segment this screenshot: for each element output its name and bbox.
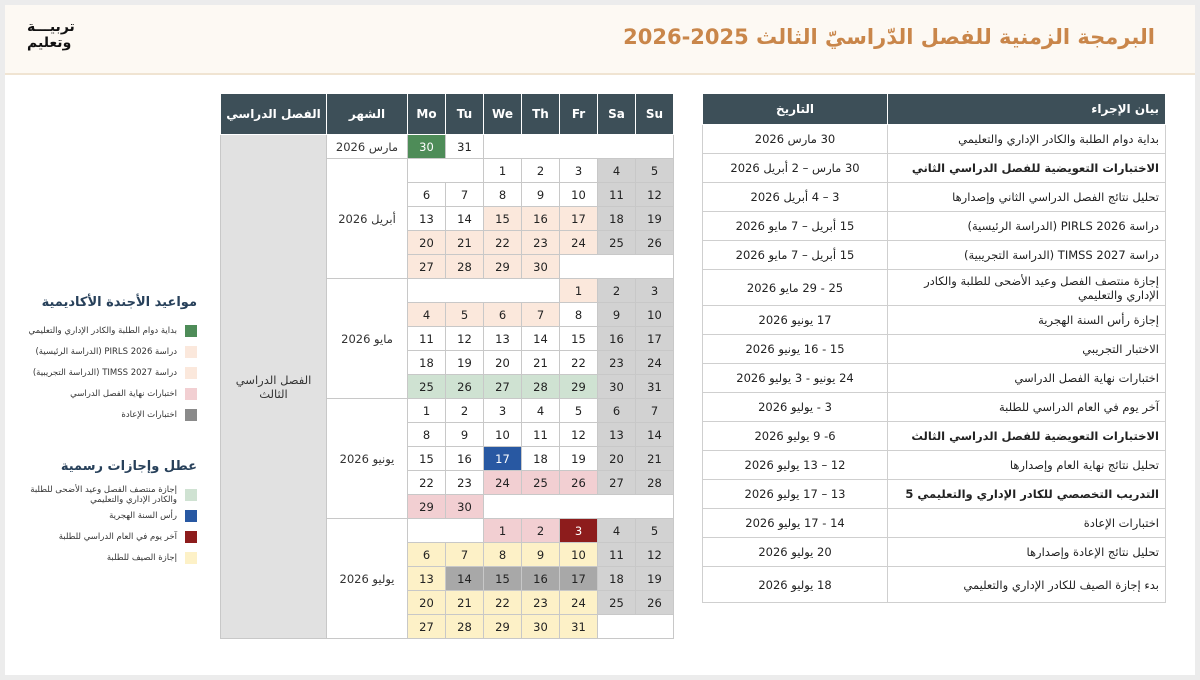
day-cell: 31 <box>636 375 674 399</box>
procedure-text: دراسة PIRLS 2026 (الدراسة الرئيسية) <box>888 212 1166 241</box>
semester-cell: الفصل الدراسي الثالث <box>221 135 327 639</box>
day-cell: 29 <box>560 375 598 399</box>
procedure-text: دراسة TIMSS 2027 (الدراسة التجريبية) <box>888 241 1166 270</box>
empty-day-cell <box>484 135 674 159</box>
day-header-sa: Sa <box>598 94 636 135</box>
day-cell: 30 <box>408 135 446 159</box>
month-cell: مايو 2026 <box>327 279 408 399</box>
procedure-date: 17 يونيو 2026 <box>703 306 888 335</box>
day-cell: 4 <box>522 399 560 423</box>
day-cell: 17 <box>484 447 522 471</box>
day-cell: 25 <box>408 375 446 399</box>
day-cell: 18 <box>598 567 636 591</box>
day-cell: 19 <box>636 567 674 591</box>
procedure-date: 13 – 17 يوليو 2026 <box>703 480 888 509</box>
day-cell: 5 <box>636 519 674 543</box>
legend-swatch <box>185 552 197 564</box>
day-cell: 11 <box>598 183 636 207</box>
day-cell: 29 <box>408 495 446 519</box>
legend-item <box>5 383 205 404</box>
procedure-row <box>703 154 1166 183</box>
month-column-header: الشهر <box>327 94 408 135</box>
day-cell: 9 <box>598 303 636 327</box>
procedure-text: تحليل نتائج الفصل الدراسي الثاني وإصدارها <box>888 183 1166 212</box>
procedure-text: اختبارات نهاية الفصل الدراسي <box>888 364 1166 393</box>
day-cell: 30 <box>522 255 560 279</box>
day-cell: 29 <box>484 615 522 639</box>
procedure-text: آخر يوم في العام الدراسي للطلبة <box>888 393 1166 422</box>
procedure-row <box>703 364 1166 393</box>
procedure-text: إجازة منتصف الفصل وعيد الأضحى للطلبة والكادر الإداري والتعليمي <box>888 270 1166 306</box>
day-cell: 11 <box>408 327 446 351</box>
procedure-date: 20 يوليو 2026 <box>703 538 888 567</box>
calendar-week-row <box>221 135 674 159</box>
day-cell: 5 <box>636 159 674 183</box>
page <box>5 5 1195 675</box>
procedure-text: إجازة رأس السنة الهجرية <box>888 306 1166 335</box>
day-cell: 4 <box>598 519 636 543</box>
day-cell: 20 <box>484 351 522 375</box>
day-cell: 16 <box>446 447 484 471</box>
day-cell: 23 <box>446 471 484 495</box>
calendar-table <box>220 93 674 639</box>
day-cell: 16 <box>522 207 560 231</box>
procedure-row <box>703 306 1166 335</box>
day-cell: 18 <box>598 207 636 231</box>
procedure-text: بدء إجازة الصيف للكادر الإداري والتعليمي <box>888 567 1166 603</box>
day-cell: 25 <box>522 471 560 495</box>
procedure-row <box>703 567 1166 603</box>
day-cell: 1 <box>560 279 598 303</box>
procedure-date: 15 - 16 يونيو 2026 <box>703 335 888 364</box>
day-cell: 13 <box>408 207 446 231</box>
day-cell: 8 <box>408 423 446 447</box>
empty-day-cell <box>598 615 674 639</box>
empty-day-cell <box>408 519 484 543</box>
day-cell: 28 <box>636 471 674 495</box>
day-header-fr: Fr <box>560 94 598 135</box>
legend-academic-list <box>5 320 205 425</box>
day-cell: 11 <box>522 423 560 447</box>
day-cell: 14 <box>446 207 484 231</box>
procedures-table <box>702 93 1166 603</box>
day-cell: 22 <box>484 591 522 615</box>
procedure-date: 6- 9 يوليو 2026 <box>703 422 888 451</box>
legend-item <box>5 341 205 362</box>
day-header-su: Su <box>636 94 674 135</box>
day-cell: 29 <box>484 255 522 279</box>
month-cell: مارس 2026 <box>327 135 408 159</box>
day-cell: 1 <box>408 399 446 423</box>
procedure-date: 3 – 4 أبريل 2026 <box>703 183 888 212</box>
procedure-row <box>703 393 1166 422</box>
day-cell: 8 <box>484 543 522 567</box>
legend-label: اختبارات الإعادة <box>121 409 177 420</box>
day-cell: 15 <box>408 447 446 471</box>
legend-holidays-title: عطل وإجازات رسمية <box>60 459 197 474</box>
day-cell: 18 <box>408 351 446 375</box>
day-cell: 21 <box>446 591 484 615</box>
day-cell: 15 <box>560 327 598 351</box>
day-cell: 12 <box>446 327 484 351</box>
procedure-text: الاختبارات التعويضية للفصل الدراسي الثالث <box>888 422 1166 451</box>
day-cell: 26 <box>636 231 674 255</box>
logo-line-1: تربيـــة <box>27 19 75 35</box>
day-header-th: Th <box>522 94 560 135</box>
day-cell: 24 <box>560 231 598 255</box>
day-cell: 6 <box>408 543 446 567</box>
procedure-row <box>703 270 1166 306</box>
day-cell: 14 <box>636 423 674 447</box>
day-cell: 30 <box>522 615 560 639</box>
day-cell: 1 <box>484 159 522 183</box>
day-cell: 25 <box>598 231 636 255</box>
legend-holidays-list <box>5 484 205 568</box>
legend-swatch <box>185 388 197 400</box>
day-cell: 7 <box>446 543 484 567</box>
day-cell: 1 <box>484 519 522 543</box>
day-cell: 11 <box>598 543 636 567</box>
legend-label: دراسة PIRLS 2026 (الدراسة الرئيسية) <box>35 346 177 357</box>
legend-label: إجازة منتصف الفصل وعيد الأضحى للطلبة والكادر الإداري والتعليمي <box>30 484 177 505</box>
procedure-date: 15 أبريل – 7 مايو 2026 <box>703 212 888 241</box>
procedure-date: 30 مارس 2026 <box>703 125 888 154</box>
day-cell: 22 <box>484 231 522 255</box>
day-cell: 26 <box>560 471 598 495</box>
day-cell: 24 <box>636 351 674 375</box>
day-cell: 23 <box>522 591 560 615</box>
procedure-column-header: بيان الإجراء <box>888 94 1166 125</box>
day-cell: 10 <box>484 423 522 447</box>
procedure-text: بداية دوام الطلبة والكادر الإداري والتعليمي <box>888 125 1166 154</box>
empty-day-cell <box>408 279 560 303</box>
procedure-row <box>703 335 1166 364</box>
legend-item <box>5 320 205 341</box>
day-cell: 17 <box>636 327 674 351</box>
day-cell: 28 <box>446 255 484 279</box>
day-cell: 10 <box>560 543 598 567</box>
procedure-date: 3 - يوليو 2026 <box>703 393 888 422</box>
procedure-row <box>703 509 1166 538</box>
day-cell: 12 <box>636 543 674 567</box>
day-cell: 30 <box>598 375 636 399</box>
day-cell: 19 <box>446 351 484 375</box>
ministry-logo <box>27 19 75 51</box>
legend-item <box>5 362 205 383</box>
day-cell: 2 <box>446 399 484 423</box>
day-cell: 23 <box>522 231 560 255</box>
header-bar <box>5 5 1195 75</box>
legend-item <box>5 484 205 505</box>
legend-academic-title: مواعيد الأجندة الأكاديمية <box>41 295 197 310</box>
day-cell: 9 <box>522 543 560 567</box>
day-cell: 10 <box>636 303 674 327</box>
page-title: البرمجة الزمنية للفصل الدّراسيّ الثالث 2025-2026 <box>623 25 1155 49</box>
day-cell: 21 <box>446 231 484 255</box>
legend-item <box>5 547 205 568</box>
day-cell: 7 <box>522 303 560 327</box>
legend-label: رأس السنة الهجرية <box>109 510 177 521</box>
procedure-date: 30 مارس – 2 أبريل 2026 <box>703 154 888 183</box>
logo-line-2: وتعليم <box>27 35 72 51</box>
day-cell: 14 <box>522 327 560 351</box>
day-cell: 28 <box>522 375 560 399</box>
day-cell: 3 <box>484 399 522 423</box>
day-cell: 27 <box>598 471 636 495</box>
day-cell: 8 <box>560 303 598 327</box>
day-cell: 20 <box>408 591 446 615</box>
day-cell: 3 <box>636 279 674 303</box>
day-header-tu: Tu <box>446 94 484 135</box>
day-cell: 31 <box>560 615 598 639</box>
day-cell: 18 <box>522 447 560 471</box>
legend-label: آخر يوم في العام الدراسي للطلبة <box>58 531 177 542</box>
procedure-date: 12 – 13 يوليو 2026 <box>703 451 888 480</box>
legend <box>5 295 205 568</box>
legend-item <box>5 526 205 547</box>
day-cell: 28 <box>446 615 484 639</box>
day-cell: 19 <box>560 447 598 471</box>
legend-label: دراسة TIMSS 2027 (الدراسة التجريبية) <box>32 367 177 378</box>
legend-swatch <box>185 510 197 522</box>
procedure-date: 14 - 17 يوليو 2026 <box>703 509 888 538</box>
day-cell: 27 <box>484 375 522 399</box>
day-cell: 21 <box>636 447 674 471</box>
procedure-row <box>703 125 1166 154</box>
day-cell: 4 <box>408 303 446 327</box>
month-cell: يوليو 2026 <box>327 519 408 639</box>
day-cell: 27 <box>408 255 446 279</box>
day-cell: 22 <box>560 351 598 375</box>
day-cell: 10 <box>560 183 598 207</box>
day-cell: 6 <box>484 303 522 327</box>
day-cell: 20 <box>408 231 446 255</box>
procedure-text: الاختبار التجريبي <box>888 335 1166 364</box>
legend-swatch <box>185 325 197 337</box>
empty-day-cell <box>408 159 484 183</box>
semester-column-header: الفصل الدراسي <box>221 94 327 135</box>
day-cell: 17 <box>560 567 598 591</box>
day-cell: 14 <box>446 567 484 591</box>
day-cell: 12 <box>560 423 598 447</box>
day-cell: 24 <box>484 471 522 495</box>
day-cell: 2 <box>598 279 636 303</box>
day-cell: 12 <box>636 183 674 207</box>
date-column-header: التاريخ <box>703 94 888 125</box>
day-cell: 4 <box>598 159 636 183</box>
day-cell: 3 <box>560 519 598 543</box>
procedures-header-row <box>703 94 1166 125</box>
legend-label: بداية دوام الطلبة والكادر الإداري والتعليمي <box>28 325 177 336</box>
day-cell: 8 <box>484 183 522 207</box>
day-cell: 13 <box>408 567 446 591</box>
legend-swatch <box>185 489 197 501</box>
procedure-row <box>703 422 1166 451</box>
procedure-text: اختبارات الإعادة <box>888 509 1166 538</box>
procedure-date: 24 يونيو - 3 يوليو 2026 <box>703 364 888 393</box>
procedure-date: 15 أبريل – 7 مايو 2026 <box>703 241 888 270</box>
legend-item <box>5 505 205 526</box>
procedure-row <box>703 183 1166 212</box>
legend-label: اختبارات نهاية الفصل الدراسي <box>70 388 177 399</box>
day-cell: 6 <box>598 399 636 423</box>
procedure-row <box>703 538 1166 567</box>
procedure-row <box>703 241 1166 270</box>
day-cell: 2 <box>522 519 560 543</box>
legend-item <box>5 404 205 425</box>
day-cell: 16 <box>598 327 636 351</box>
day-cell: 7 <box>446 183 484 207</box>
month-cell: يونيو 2026 <box>327 399 408 519</box>
day-cell: 9 <box>446 423 484 447</box>
day-cell: 5 <box>446 303 484 327</box>
day-cell: 3 <box>560 159 598 183</box>
day-cell: 21 <box>522 351 560 375</box>
legend-label: إجازة الصيف للطلبة <box>106 552 177 563</box>
empty-day-cell <box>560 255 674 279</box>
legend-swatch <box>185 346 197 358</box>
day-cell: 26 <box>446 375 484 399</box>
day-cell: 30 <box>446 495 484 519</box>
day-header-we: We <box>484 94 522 135</box>
procedure-date: 25 - 29 مايو 2026 <box>703 270 888 306</box>
day-cell: 16 <box>522 567 560 591</box>
day-cell: 23 <box>598 351 636 375</box>
procedure-row <box>703 480 1166 509</box>
procedure-text: تحليل نتائج الإعادة وإصدارها <box>888 538 1166 567</box>
empty-day-cell <box>484 495 674 519</box>
day-cell: 27 <box>408 615 446 639</box>
legend-swatch <box>185 531 197 543</box>
month-cell: أبريل 2026 <box>327 159 408 279</box>
day-header-mo: Mo <box>408 94 446 135</box>
day-cell: 13 <box>598 423 636 447</box>
day-cell: 17 <box>560 207 598 231</box>
day-cell: 24 <box>560 591 598 615</box>
procedure-date: 18 يوليو 2026 <box>703 567 888 603</box>
day-cell: 22 <box>408 471 446 495</box>
procedure-row <box>703 451 1166 480</box>
day-cell: 9 <box>522 183 560 207</box>
day-cell: 13 <box>484 327 522 351</box>
day-cell: 20 <box>598 447 636 471</box>
legend-swatch <box>185 409 197 421</box>
procedure-text: الاختبارات التعويضية للفصل الدراسي الثاني <box>888 154 1166 183</box>
day-cell: 6 <box>408 183 446 207</box>
day-cell: 26 <box>636 591 674 615</box>
procedure-row <box>703 212 1166 241</box>
day-cell: 25 <box>598 591 636 615</box>
legend-swatch <box>185 367 197 379</box>
procedure-text: تحليل نتائج نهاية العام وإصدارها <box>888 451 1166 480</box>
day-cell: 15 <box>484 567 522 591</box>
day-cell: 7 <box>636 399 674 423</box>
procedure-text: التدريب التخصصي للكادر الإداري والتعليمي 5 <box>888 480 1166 509</box>
day-cell: 2 <box>522 159 560 183</box>
day-cell: 5 <box>560 399 598 423</box>
day-cell: 31 <box>446 135 484 159</box>
day-cell: 15 <box>484 207 522 231</box>
calendar-header-row <box>221 94 674 135</box>
day-cell: 19 <box>636 207 674 231</box>
